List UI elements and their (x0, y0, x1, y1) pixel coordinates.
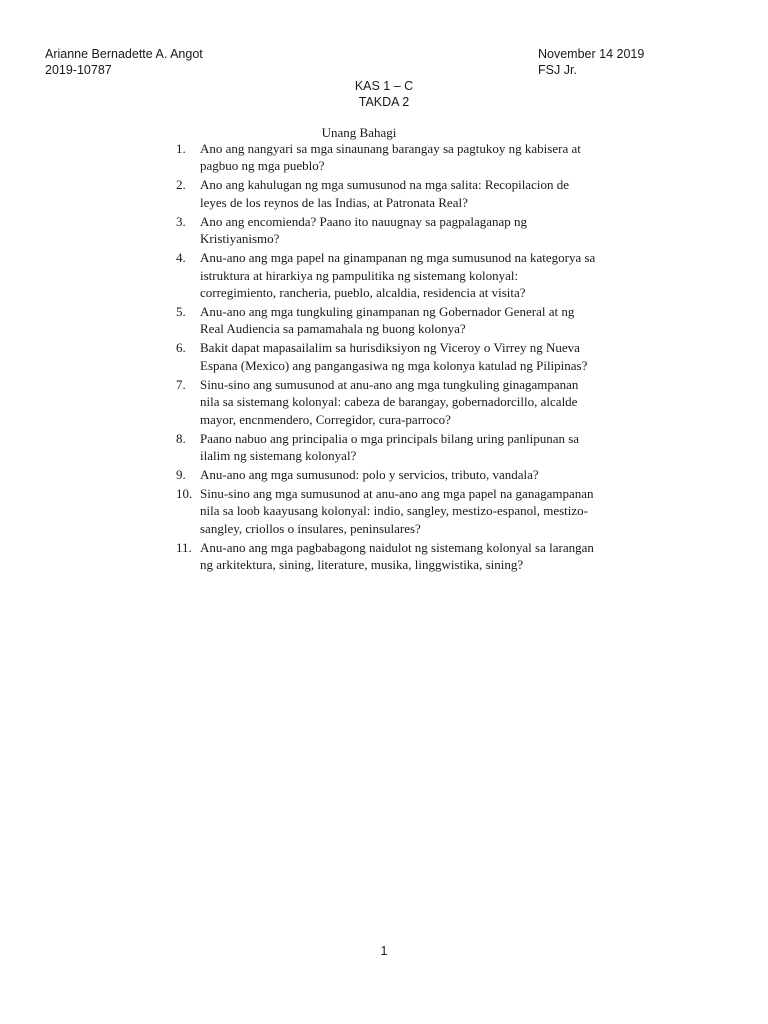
question-text: Anu-ano ang mga tungkuling ginampanan ng Gobernador General at ng Real Audiencia sa pamamahala ng buong kolonya? (200, 304, 575, 337)
question-item (176, 339, 596, 374)
question-number: 7. (176, 376, 186, 392)
question-list (176, 140, 596, 575)
question-number: 10. (176, 486, 193, 502)
question-number: 1. (176, 141, 186, 156)
question-text: Paano nabuo ang principalia o mga principals bilang uring panlipunan sa ilalim ng sistemang kolonyal? (200, 430, 580, 464)
question-item (176, 539, 596, 574)
question-item (176, 430, 596, 465)
question-text: Ano ang nangyari sa mga sinaunang barangay sa pagtukoy ng kabisera at pagbuo ng mga pueblo? (200, 141, 581, 174)
document-date: November 14 2019 (538, 47, 645, 61)
student-id: 2019-10787 (45, 63, 112, 77)
question-item (176, 376, 596, 428)
question-number: 6. (176, 340, 186, 356)
header-date-block (538, 46, 644, 78)
question-number: 5. (176, 304, 186, 320)
question-text: Sinu-sino ang sumusunod at anu-ano ang mga tungkuling ginagampanan nila sa sistemang kolonyal: cabeza de barangay, gobernadorcillo, alcalde mayor, encnmendero, Corregidor, cura-parroco? (200, 376, 579, 427)
question-text: Ano ang kahulugan ng mga sumusunod na mga salita: Recopilacion de leyes de los reynos de las Indias, at Patronata Real? (200, 177, 569, 210)
question-item (176, 140, 596, 175)
student-name: Arianne Bernadette A. Angot (45, 47, 203, 61)
header-student-block (45, 46, 203, 78)
question-number: 2. (176, 177, 186, 193)
question-text: Sinu-sino ang mga sumusunod at anu-ano ang mga papel na ganagampanan nila sa loob kaayusang kolonyal: indio, sangley, mestizo-espanol, mestizo-sangley, criollos o insulares, peninsulares? (200, 486, 594, 536)
course-code: KAS 1 – C (354, 79, 414, 93)
question-text: Anu-ano ang mga pagbabagong naidulot ng sistemang kolonyal sa larangan ng arkitektura, sining, literature, musika, linggwistika, sining? (200, 539, 594, 573)
page-number: 1 (380, 944, 388, 958)
question-item (176, 466, 596, 483)
header-course-block (0, 78, 768, 110)
question-text: Bakit dapat mapasailalim sa hurisdiksiyon ng Viceroy o Virrey ng Nueva Espana (Mexico) ang pangangasiwa ng mga kolonya katulad ng Pilipinas? (200, 340, 588, 373)
question-number: 3. (176, 213, 186, 229)
question-text: Anu-ano ang mga sumusunod: polo y servicios, tributo, vandala? (200, 467, 539, 483)
question-text: Ano ang encomienda? Paano ito nauugnay sa pagpalaganap ng Kristiyanismo? (200, 213, 528, 247)
question-item (176, 213, 596, 248)
question-number: 9. (176, 467, 186, 483)
section-title: Unang Bahagi (321, 125, 397, 140)
assignment-title: TAKDA 2 (358, 95, 410, 109)
question-item (176, 303, 596, 338)
question-item (176, 176, 596, 211)
question-item (176, 485, 596, 537)
question-number: 8. (176, 430, 186, 446)
question-number: 4. (176, 250, 186, 266)
question-item (176, 249, 596, 301)
question-number: 11. (176, 539, 192, 555)
instructor-name: FSJ Jr. (538, 63, 577, 77)
question-text: Anu-ano ang mga papel na ginampanan ng mga sumusunod na kategorya sa istruktura at hirarkiya ng pampulitika ng sistemang kolonyal: corregimiento, rancheria, pueblo, alcaldia, residencia at visita? (200, 250, 596, 301)
